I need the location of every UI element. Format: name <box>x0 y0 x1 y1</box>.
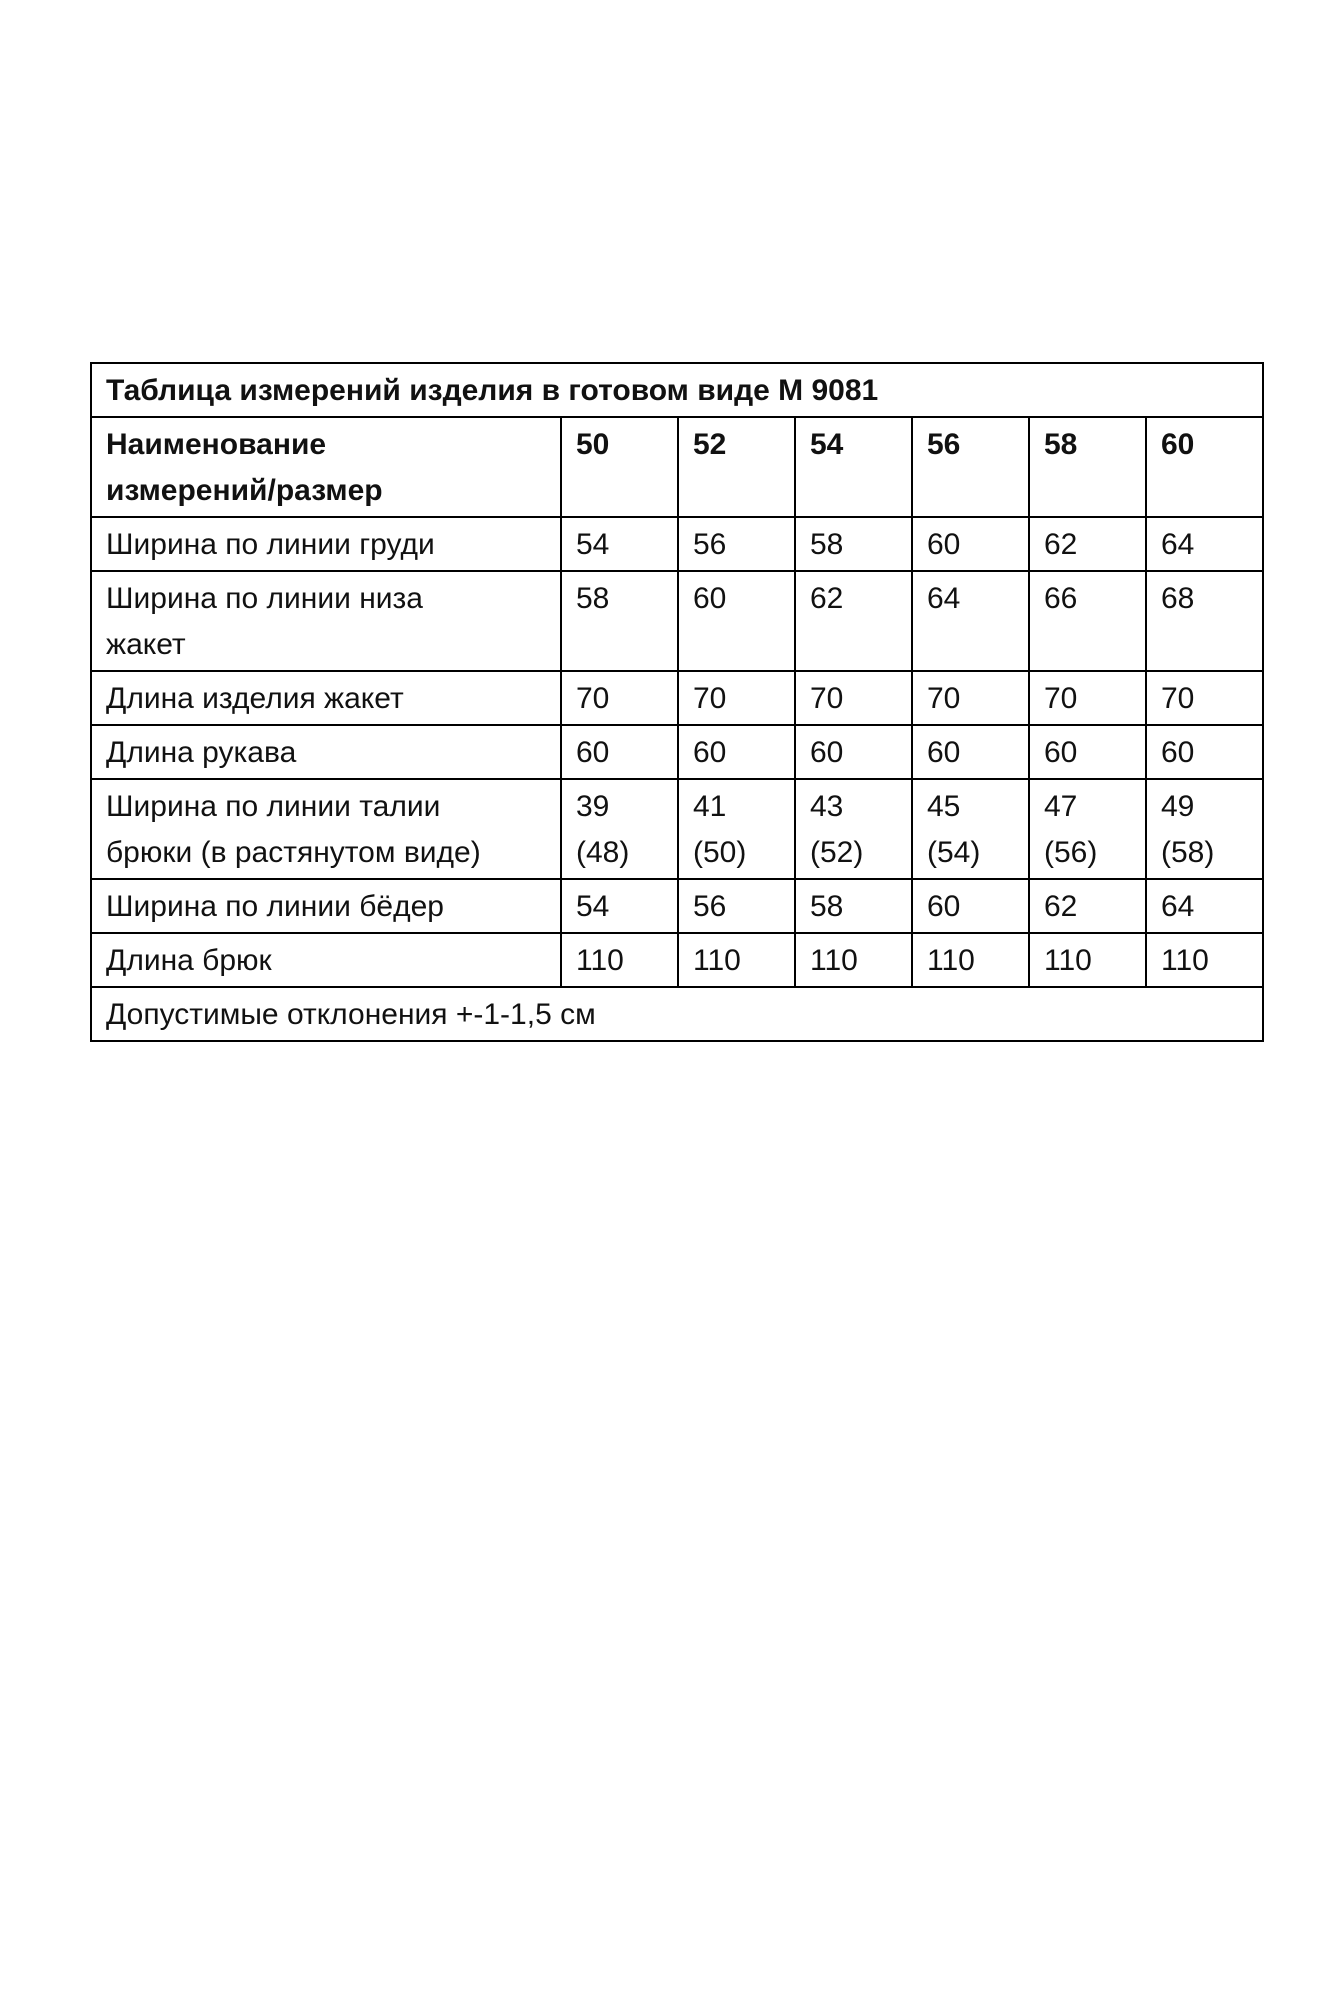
table-row <box>91 779 1263 879</box>
table-cell: 54 <box>561 517 678 571</box>
footer-row <box>91 987 1263 1041</box>
table-cell: 60 <box>1029 725 1146 779</box>
row-label: Ширина по линии талии брюки (в растянутом виде) <box>91 779 561 879</box>
table-cell: 110 <box>912 933 1029 987</box>
table-cell: 60 <box>912 879 1029 933</box>
table-cell: 60 <box>912 517 1029 571</box>
table-cell: 41 (50) <box>678 779 795 879</box>
table-row <box>91 933 1263 987</box>
table-cell: 43 (52) <box>795 779 912 879</box>
table-cell: 60 <box>678 725 795 779</box>
table-cell: 62 <box>1029 517 1146 571</box>
row-label: Длина изделия жакет <box>91 671 561 725</box>
size-header: 50 <box>561 417 678 517</box>
table-cell: 70 <box>561 671 678 725</box>
table-row <box>91 671 1263 725</box>
size-header: 58 <box>1029 417 1146 517</box>
row-label: Ширина по линии груди <box>91 517 561 571</box>
row-label: Длина брюк <box>91 933 561 987</box>
table-cell: 54 <box>561 879 678 933</box>
table-title: Таблица измерений изделия в готовом виде М 9081 <box>91 363 1263 417</box>
row-label: Длина рукава <box>91 725 561 779</box>
table-cell: 64 <box>1146 879 1263 933</box>
size-header: 60 <box>1146 417 1263 517</box>
table-cell: 70 <box>1146 671 1263 725</box>
table-cell: 60 <box>795 725 912 779</box>
table-cell: 60 <box>912 725 1029 779</box>
table-cell: 58 <box>795 517 912 571</box>
table-cell: 70 <box>912 671 1029 725</box>
table-cell: 39 (48) <box>561 779 678 879</box>
table-cell: 110 <box>561 933 678 987</box>
table-row <box>91 517 1263 571</box>
table-cell: 64 <box>1146 517 1263 571</box>
header-label: Наименование измерений/размер <box>91 417 561 517</box>
size-header: 52 <box>678 417 795 517</box>
table-cell: 60 <box>678 571 795 671</box>
table-row <box>91 571 1263 671</box>
size-header: 56 <box>912 417 1029 517</box>
table-cell: 56 <box>678 517 795 571</box>
table-cell: 60 <box>561 725 678 779</box>
table-cell: 110 <box>1029 933 1146 987</box>
table-cell: 70 <box>1029 671 1146 725</box>
table-cell: 110 <box>678 933 795 987</box>
table-cell: 56 <box>678 879 795 933</box>
table-row <box>91 725 1263 779</box>
table-cell: 70 <box>795 671 912 725</box>
tolerance-note: Допустимые отклонения +-1-1,5 см <box>91 987 1263 1041</box>
title-row <box>91 363 1263 417</box>
table-cell: 62 <box>1029 879 1146 933</box>
table-cell: 58 <box>795 879 912 933</box>
measurement-table <box>90 362 1264 1042</box>
table-cell: 45 (54) <box>912 779 1029 879</box>
size-header: 54 <box>795 417 912 517</box>
table-cell: 64 <box>912 571 1029 671</box>
table-cell: 58 <box>561 571 678 671</box>
table-cell: 47 (56) <box>1029 779 1146 879</box>
row-label: Ширина по линии бёдер <box>91 879 561 933</box>
header-row <box>91 417 1263 517</box>
table-cell: 110 <box>1146 933 1263 987</box>
table-cell: 66 <box>1029 571 1146 671</box>
table-cell: 49 (58) <box>1146 779 1263 879</box>
table-cell: 62 <box>795 571 912 671</box>
table-cell: 70 <box>678 671 795 725</box>
table-cell: 68 <box>1146 571 1263 671</box>
row-label: Ширина по линии низа жакет <box>91 571 561 671</box>
table-row <box>91 879 1263 933</box>
table-cell: 60 <box>1146 725 1263 779</box>
table-cell: 110 <box>795 933 912 987</box>
